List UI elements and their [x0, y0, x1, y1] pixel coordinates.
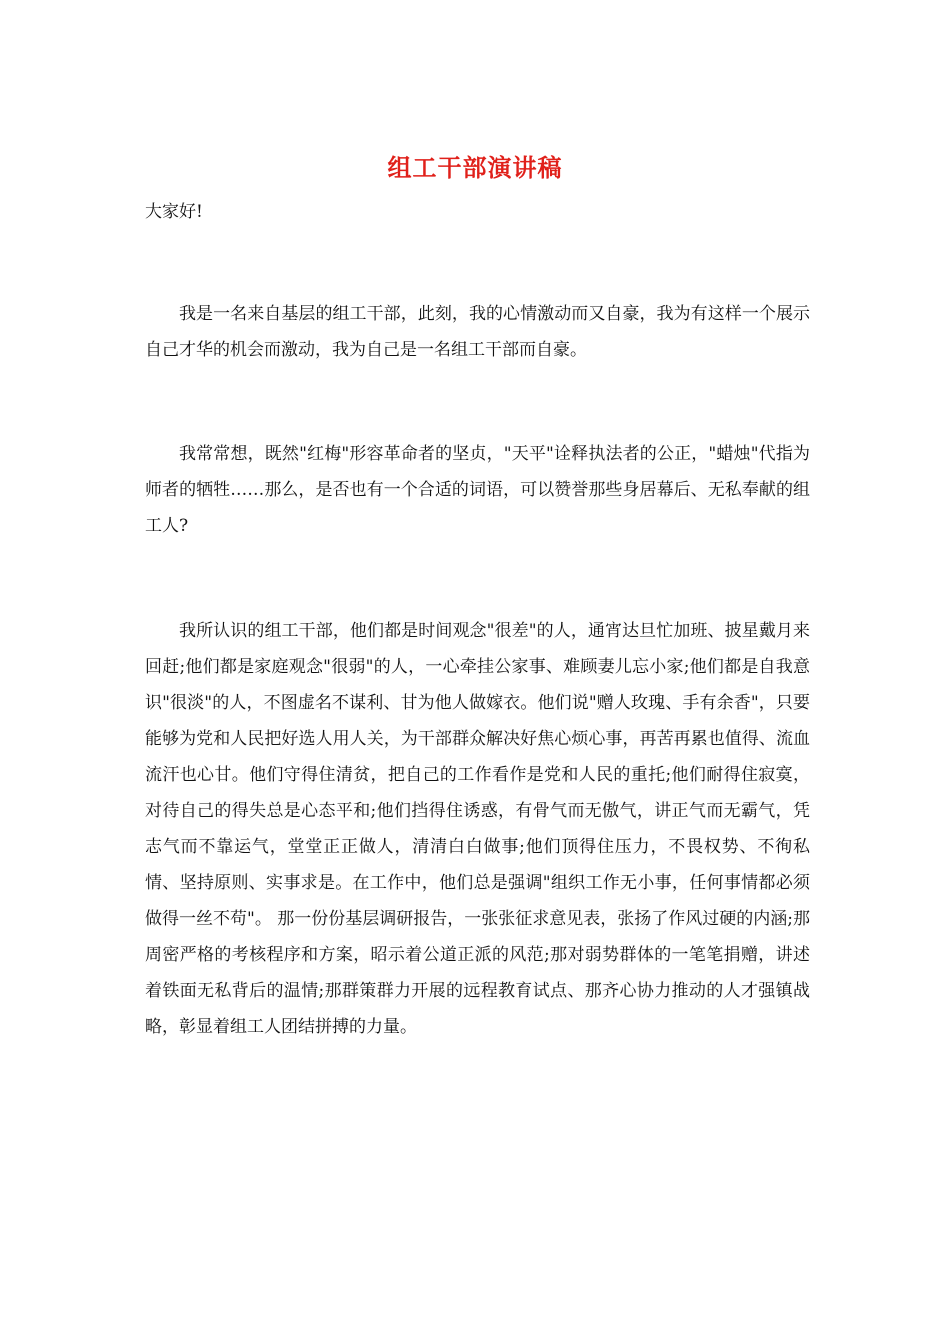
- paragraph-2: 我常常想，既然"红梅"形容革命者的坚贞，"天平"诠释执法者的公正，"蜡烛"代指为师者的牺牲……那么，是否也有一个合适的词语，可以赞誉那些身居幕后、无私奉献的组工人?: [145, 444, 810, 536]
- greeting-text: 大家好!: [145, 202, 203, 222]
- paragraph-3: 我所认识的组工干部，他们都是时间观念"很差"的人，通宵达旦忙加班、披星戴月来回赶;他们都是家庭观念"很弱"的人，一心牵挂公家事、难顾妻儿忘小家;他们都是自我意识"很淡"的人，不图虚名不谋利、甘为他人做嫁衣。他们说"赠人玫瑰、手有余香"，只要能够为党和人民把好选人用人关，为干部群众解决好焦心烦心事，再苦再累也值得、流血流汗也心甘。他们守得住清贫，把自己的工作看作是党和人民的重托;他们耐得住寂寞，对待自己的得失总是心态平和;他们挡得住诱惑，有骨气而无傲气，讲正气而无霸气，凭志气而不靠运气，堂堂正正做人，清清白白做事;他们顶得住压力，不畏权势、不徇私情、坚持原则、实事求是。在工作中，他们总是强调"组织工作无小事，任何事情都必须做得一丝不苟"。 那一份份基层调研报告，一张张征求意见表，张扬了作风过硬的内涵;那周密严格的考核程序和方案，昭示着公道正派的风范;那对弱势群体的一笔笔捐赠，讲述着铁面无私背后的温情;那群策群力开展的远程教育试点、那齐心协力推动的人才强镇战略，彰显着组工人团结拼搏的力量。: [145, 621, 810, 1037]
- document-title: 组工干部演讲稿: [387, 153, 563, 182]
- paragraph-1: 我是一名来自基层的组工干部，此刻，我的心情激动而又自豪，我为有这样一个展示自己才华的机会而激动，我为自己是一名组工干部而自豪。: [145, 304, 810, 360]
